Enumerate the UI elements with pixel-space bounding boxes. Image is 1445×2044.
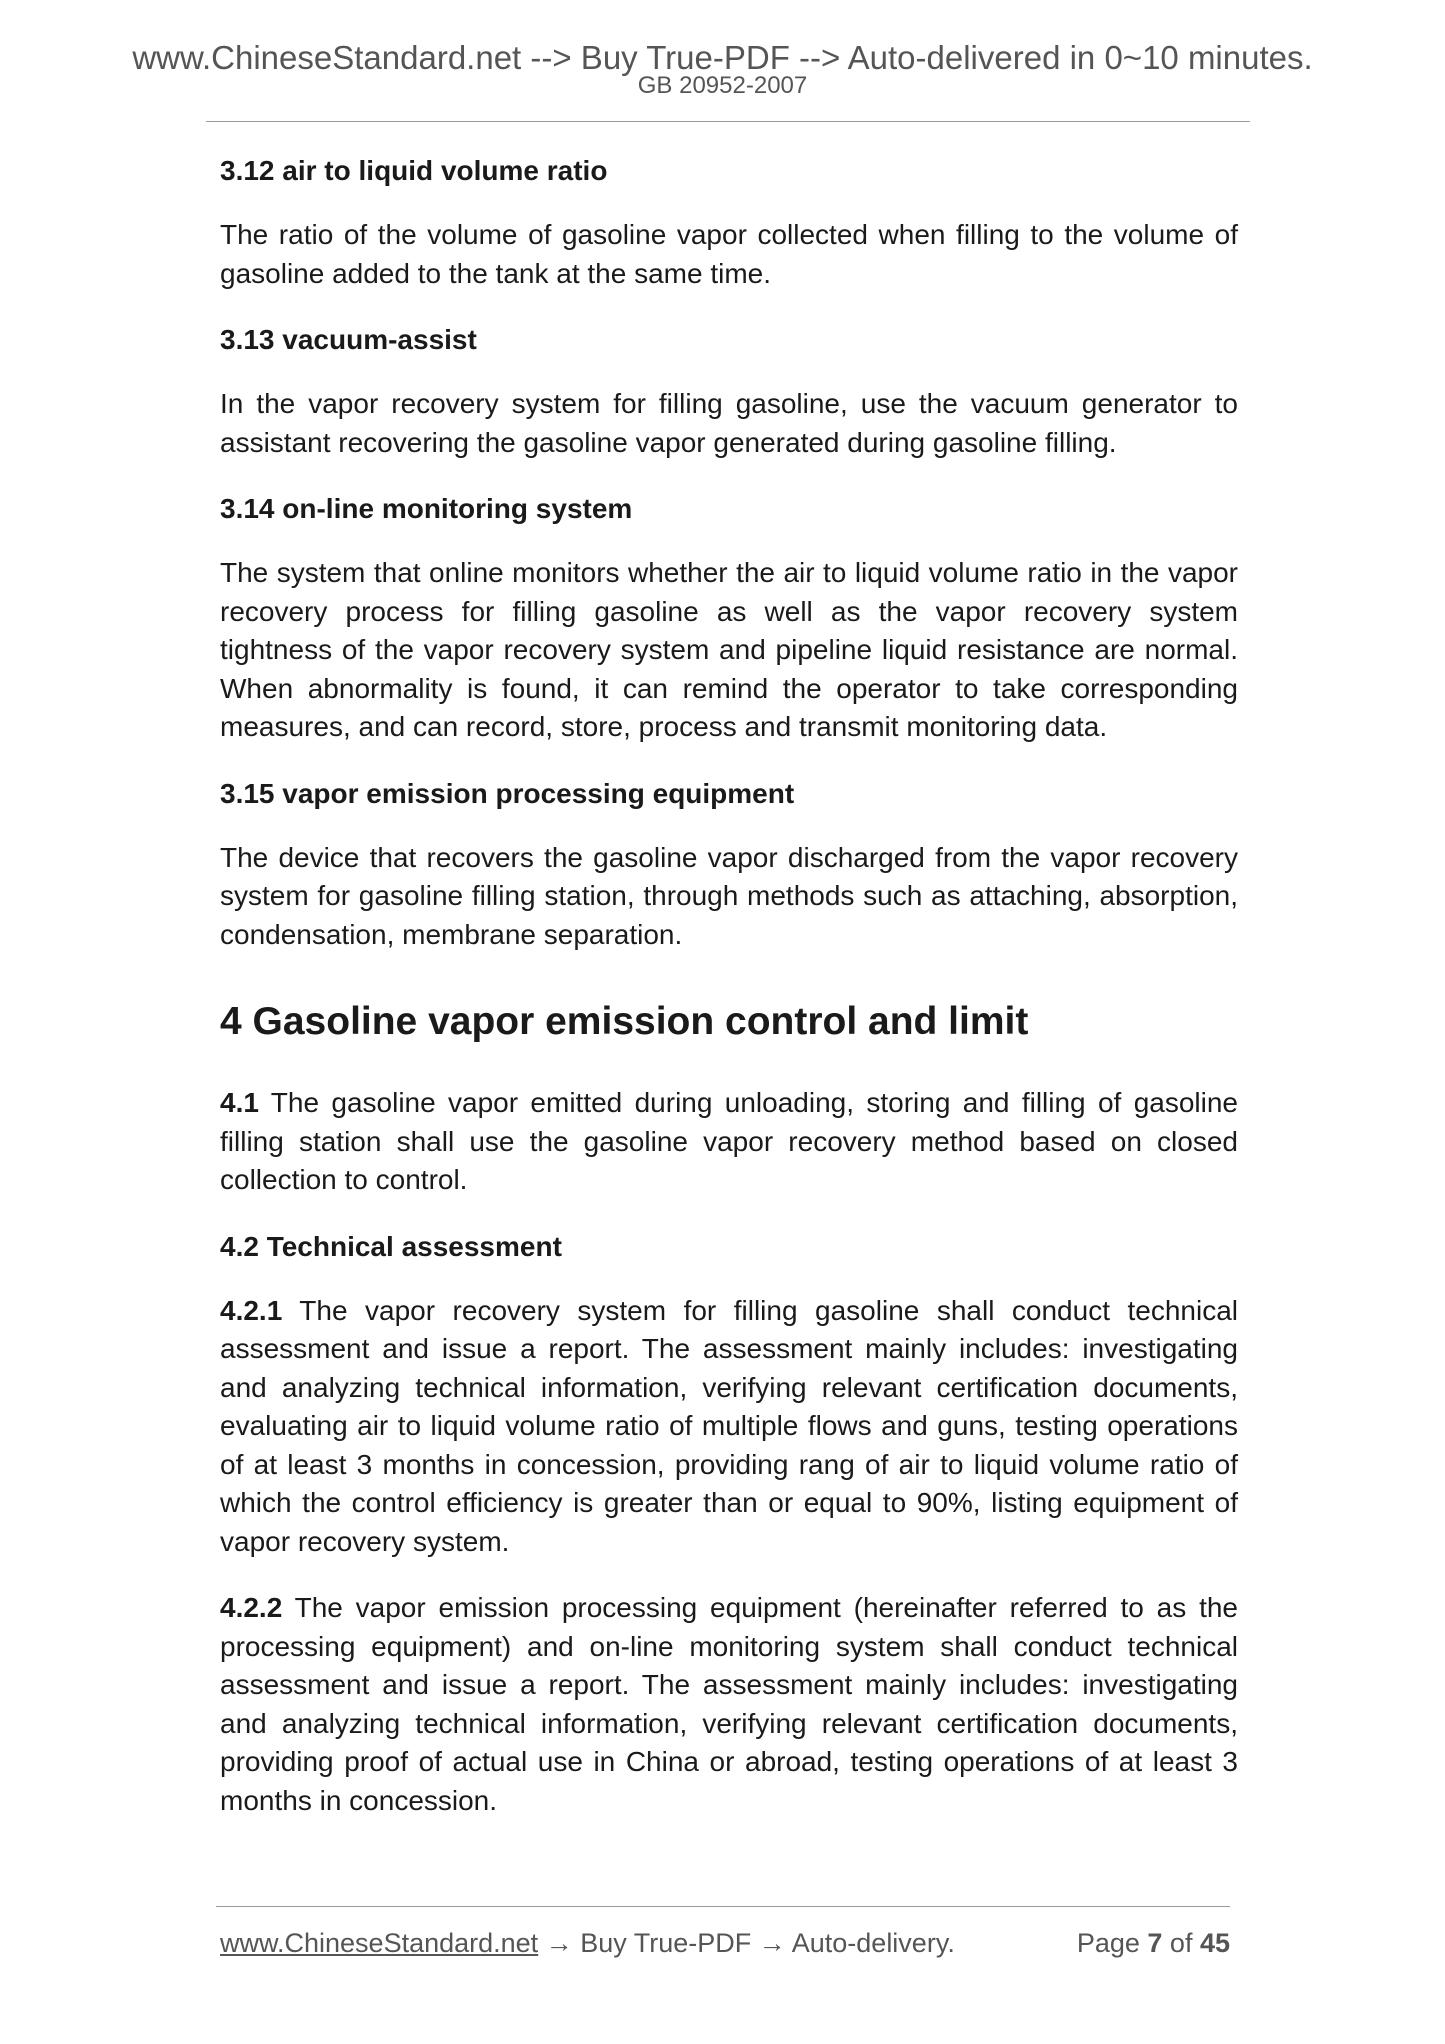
clause-4-2-1 — [220, 1292, 1238, 1562]
page-total: 45 — [1199, 1928, 1230, 1958]
header-divider — [206, 121, 1250, 122]
page-content — [220, 152, 1238, 1848]
footer-divider — [216, 1906, 1230, 1907]
term-definition-3-12: The ratio of the volume of gasoline vapor collected when filling to the volume of gasoline added to the tank at the same time. — [220, 219, 1238, 289]
page-label: Page — [1076, 1928, 1148, 1958]
term-definition-3-15: The device that recovers the gasoline vapor discharged from the vapor recovery system for gasoline filling station, through methods such as attaching, absorption, condensation, membrane separation. — [220, 841, 1238, 950]
subsection-heading-4-2: 4.2 Technical assessment — [220, 1230, 562, 1262]
clause-4-2-2 — [220, 1589, 1238, 1820]
clause-number: 4.1 — [220, 1087, 259, 1118]
header-banner: www.ChineseStandard.net --> Buy True-PDF --> Auto-delivered in 0~10 minutes. — [132, 39, 1313, 76]
section-heading-4: 4 Gasoline vapor emission control and limit — [220, 1000, 1029, 1043]
clause-text: The gasoline vapor emitted during unloading, storing and filling of gasoline filling station shall use the gasoline vapor recovery method based on closed collection to control. — [220, 1087, 1238, 1195]
page-of-label: of — [1162, 1928, 1200, 1958]
clause-text: The vapor recovery system for filling gasoline shall conduct technical assessment and issue a report. The assessment mainly includes: investigating and analyzing technical information, verifying relevant certification documents, evaluating air to liquid volume ratio of multiple flows and guns, testing operations of at least 3 months in concession, providing rang of air to liquid volume ratio of which the control efficiency is greater than or equal to 90%, listing equipment of vapor recovery system. — [220, 1294, 1238, 1557]
clause-number: 4.2.1 — [220, 1294, 283, 1326]
standard-code: GB 20952-2007 — [637, 72, 808, 99]
clause-text: The vapor emission processing equipment (hereinafter referred to as the processing equipment) and on-line monitoring system shall conduct technical assessment and issue a report. The assessment mainly includes: investigating and analyzing technical information, verifying relevant certification documents, providing proof of actual use in China or abroad, testing operations of at least 3 months in concession. — [220, 1592, 1238, 1816]
clause-4-1 — [220, 1084, 1238, 1200]
clause-number: 4.2.2 — [220, 1592, 283, 1623]
term-heading-3-14: 3.14 on-line monitoring system — [220, 493, 633, 524]
term-heading-3-15: 3.15 vapor emission processing equipment — [220, 777, 795, 809]
term-heading-3-13: 3.13 vacuum-assist — [220, 324, 477, 355]
term-heading-3-12: 3.12 air to liquid volume ratio — [220, 155, 608, 186]
footer-tagline: → Buy True-PDF → Auto-delivery. — [538, 1928, 955, 1958]
term-definition-3-14: The system that online monitors whether the air to liquid volume ratio in the vapor recovery process for filling gasoline as well as the vapor recovery system tightness of the vapor recovery system and pipeline liquid resistance are normal. When abnormality is found, it can remind the operator to take corresponding measures, and can record, store, process and transmit monitoring data. — [220, 557, 1238, 742]
page-current: 7 — [1147, 1928, 1163, 1958]
page-footer — [220, 1925, 1230, 1961]
footer-left — [220, 1925, 955, 1961]
term-definition-3-13: In the vapor recovery system for filling gasoline, use the vacuum generator to assistant recovering the gasoline vapor generated during gasoline filling. — [220, 388, 1238, 458]
page-indicator — [1077, 1925, 1230, 1961]
website-link[interactable]: www.ChineseStandard.net — [220, 1928, 539, 1958]
